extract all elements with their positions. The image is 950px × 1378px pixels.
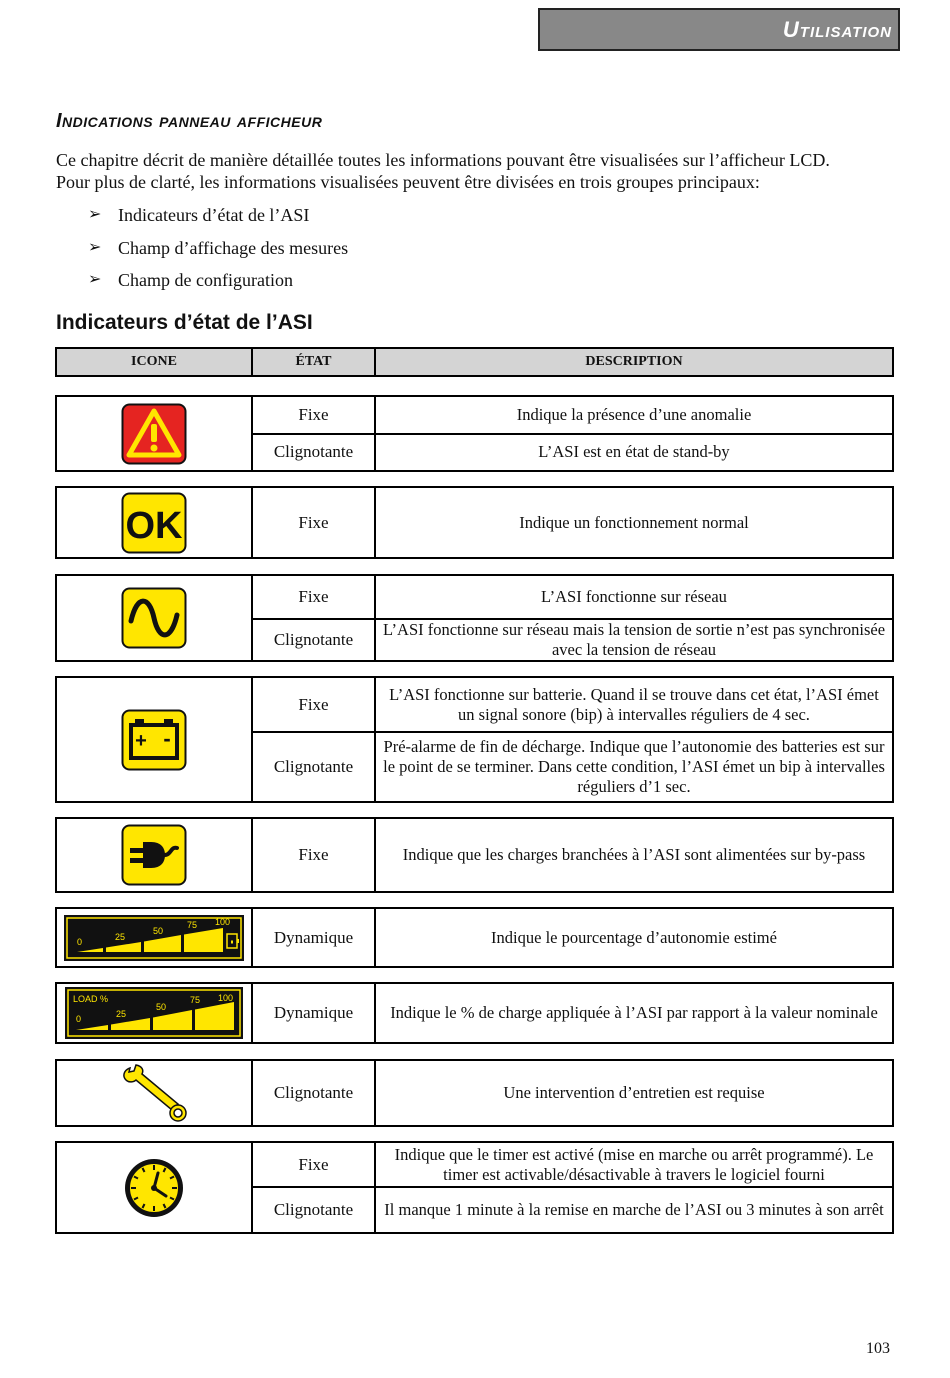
- clock-icon: [123, 1157, 185, 1219]
- table-row: Dynamique Indique le % de charge appliquée à l’ASI par rapport à la valeur nominale: [253, 984, 892, 1042]
- svg-text:50: 50: [153, 925, 164, 936]
- table-group-mains: [55, 574, 894, 662]
- arrow-bullet-icon: ➢: [88, 206, 102, 223]
- header-icon: ICONE: [57, 349, 253, 375]
- svg-text:75: 75: [190, 995, 201, 1005]
- chapter-header: Utilisation: [538, 8, 900, 51]
- table-row: Fixe L’ASI fonctionne sur réseau: [253, 576, 892, 620]
- table-row: Clignotante Il manque 1 minute à la remise en marche de l’ASI ou 3 minutes à son arrêt: [253, 1188, 892, 1232]
- svg-text:25: 25: [116, 1009, 127, 1019]
- table-group-battery-level: [55, 907, 894, 968]
- intro-line-1: Ce chapitre décrit de manière détaillée toutes les informations pouvant être visualisées sur l’afficheur LCD.: [56, 150, 830, 170]
- wrench-icon: [118, 1062, 190, 1124]
- svg-text:0: 0: [76, 1014, 82, 1024]
- table-row: Dynamique Indique le pourcentage d’autonomie estimé: [253, 909, 892, 966]
- svg-text:25: 25: [115, 931, 126, 942]
- table-group-timer: [55, 1141, 894, 1234]
- table-row: Clignotante L’ASI est en état de stand-by: [253, 435, 892, 471]
- arrow-bullet-icon: ➢: [88, 271, 102, 288]
- svg-text:OK: OK: [125, 504, 183, 547]
- svg-text:50: 50: [156, 1002, 167, 1012]
- table-group-ok: [55, 486, 894, 559]
- load-level-bar-icon: [64, 986, 244, 1040]
- intro-line-2: Pour plus de clarté, les informations visualisées peuvent être divisées en trois groupes principaux:: [56, 172, 760, 192]
- table-row: Clignotante Pré-alarme de fin de décharge. Indique que l’autonomie des batteries est sur le point de se terminer. Dans cette condition, l’ASI émet un bip à intervalles réguliers d’1 sec.: [253, 733, 892, 801]
- table-group-maintenance: [55, 1059, 894, 1127]
- table-group-battery: [55, 676, 894, 803]
- subsection-title: Indicateurs d’état de l’ASI: [56, 311, 313, 334]
- svg-text:0: 0: [77, 936, 83, 947]
- svg-text:LOAD %: LOAD %: [73, 994, 109, 1004]
- table-group-load-level: [55, 982, 894, 1044]
- ok-icon: [121, 492, 187, 554]
- arrow-bullet-icon: ➢: [88, 238, 102, 256]
- battery-icon: [121, 709, 187, 771]
- list-item: ➢ Champ d’affichage des mesures: [88, 236, 348, 269]
- list-item: ➢ Indicateurs d’état de l’ASI: [88, 203, 348, 236]
- table-row: Clignotante L’ASI fonctionne sur réseau mais la tension de sortie n’est pas synchronisée avec la tension de réseau: [253, 620, 892, 660]
- intro-text: [56, 149, 916, 193]
- table-row: Fixe Indique que les charges branchées à l’ASI sont alimentées sur by-pass: [253, 819, 892, 891]
- table-group-warning: [55, 395, 894, 472]
- bullet-list: [88, 203, 348, 301]
- svg-text:75: 75: [187, 919, 198, 930]
- header-description: DESCRIPTION: [585, 354, 683, 369]
- svg-text:100: 100: [218, 993, 234, 1003]
- table-group-bypass: [55, 817, 894, 893]
- section-title: Indications panneau afficheur: [56, 110, 323, 132]
- battery-level-bar-icon: [63, 914, 245, 962]
- svg-text:100: 100: [215, 916, 231, 927]
- table-row: Fixe Indique un fonctionnement normal: [253, 488, 892, 557]
- table-row: Fixe L’ASI fonctionne sur batterie. Quand il se trouve dans cet état, l’ASI émet un signal sonore (bip) à intervalles réguliers de 4 sec.: [253, 678, 892, 733]
- svg-text:-: -: [163, 725, 171, 751]
- table-row: Clignotante Une intervention d’entretien est requise: [253, 1061, 892, 1125]
- table-row: Fixe Indique la présence d’une anomalie: [253, 397, 892, 435]
- warning-icon: [121, 403, 187, 465]
- page-number: 103: [866, 1340, 890, 1357]
- sine-wave-icon: [121, 587, 187, 649]
- header-state: ÉTAT: [253, 349, 376, 375]
- table-header: [55, 347, 894, 377]
- table-row: Fixe Indique que le timer est activé (mise en marche ou arrêt programmé). Le timer est activable/désactivable à travers le logiciel fourni: [253, 1143, 892, 1188]
- plug-icon: [121, 824, 187, 886]
- list-item: ➢ Champ de configuration: [88, 268, 348, 301]
- svg-text:+: +: [135, 729, 147, 752]
